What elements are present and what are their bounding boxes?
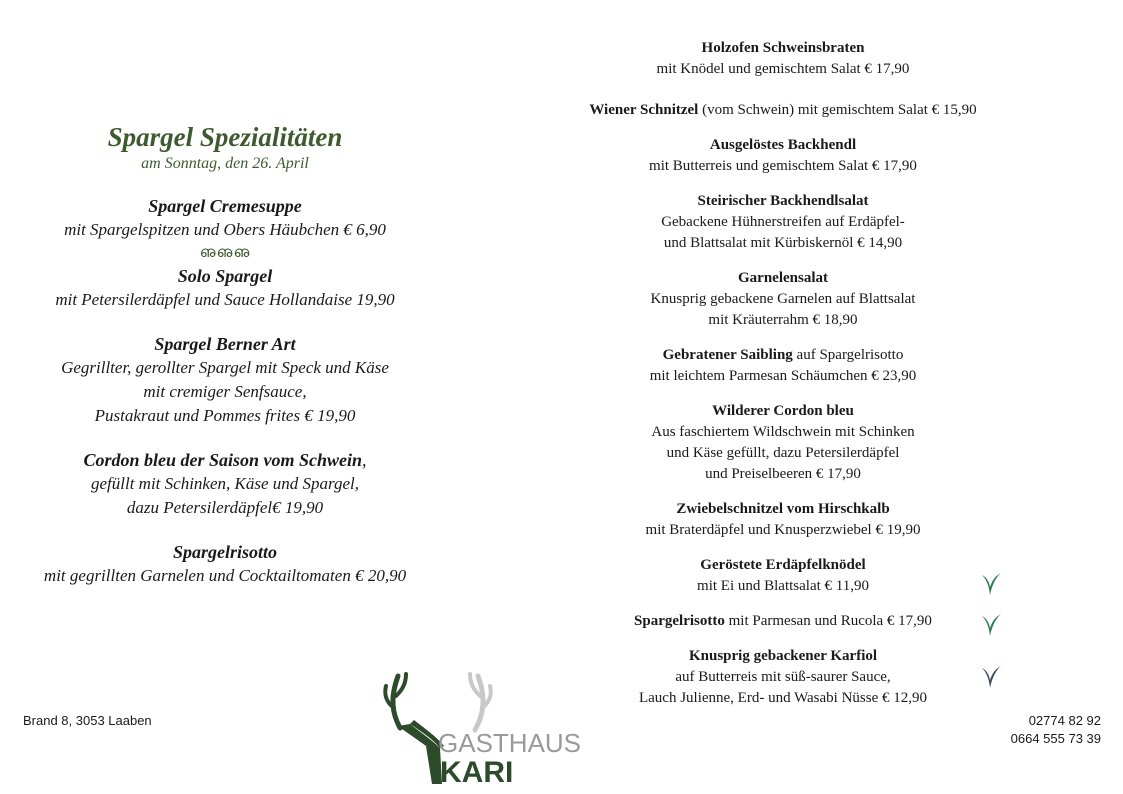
menu-item <box>560 401 1006 485</box>
menu-item-name: Wilderer Cordon bleu <box>712 403 854 419</box>
dish-name <box>20 448 430 472</box>
menu-item <box>560 611 1006 632</box>
menu-item-description: mit Kräuterrahm € 18,90 <box>708 312 858 328</box>
menu-item-name: Zwiebelschnitzel vom Hirschkalb <box>676 501 890 517</box>
gasthaus-kari-logo <box>380 668 610 788</box>
dish-name-suffix: , <box>362 450 367 470</box>
dish-description: gefüllt mit Schinken, Käse und Spargel, <box>90 474 360 493</box>
menu-item-description: mit Braterdäpfel und Knusperzwiebel € 19,90 <box>645 522 921 538</box>
footer-phones <box>1011 712 1101 748</box>
menu-item-description: Aus faschiertem Wildschwein mit Schinken <box>651 424 915 440</box>
dish-name: Spargel Cremesuppe <box>148 196 302 216</box>
specials-dish <box>20 264 430 312</box>
dish-name-text: Cordon bleu der Saison vom Schwein <box>83 450 363 470</box>
footer-address: Brand 8, 3053 Laaben <box>23 713 152 728</box>
dish-name: Spargelrisotto <box>172 542 278 562</box>
ornament-divider: ഌഌഌ <box>199 245 251 261</box>
menu-item-description: mit Ei und Blattsalat € 11,90 <box>697 578 869 594</box>
dish-name: Spargel Berner Art <box>154 334 296 354</box>
dish-name: Solo Spargel <box>177 266 273 286</box>
menu-item <box>560 646 1006 709</box>
menu-item-description: Lauch Julienne, Erd- und Wasabi Nüsse € 12,90 <box>638 690 928 706</box>
dish-description: Pustakraut und Pommes frites € 19,90 <box>94 406 356 425</box>
menu-item-inline: auf Spargelrisotto <box>792 347 904 363</box>
menu-item-description: Gebackene Hühnerstreifen auf Erdäpfel- <box>661 214 905 230</box>
deer-antler-icon <box>385 674 490 730</box>
specials-dish <box>20 448 430 520</box>
specials-dish <box>20 332 430 428</box>
menu-item <box>560 38 1006 80</box>
menu-item-name: Garnelensalat <box>738 270 828 286</box>
logo-text-gasthaus: GASTHAUS <box>438 728 582 758</box>
menu-item-name: Knusprig gebackener Karfiol <box>688 648 878 664</box>
menu-item <box>560 345 1006 387</box>
menu-item-name: Wiener Schnitzel <box>589 102 699 118</box>
dish-description: mit Spargelspitzen und Obers Häubchen € 6,90 <box>64 220 386 239</box>
menu-item-description: und Käse gefüllt, dazu Petersilerdäpfel <box>666 445 900 461</box>
phone-number: 02774 82 92 <box>1028 713 1101 728</box>
menu-item-description: mit Butterreis und gemischtem Salat € 17,90 <box>649 158 917 174</box>
dish-description: Gegrillter, gerollter Spargel mit Speck und Käse <box>61 358 389 377</box>
menu-item-inline: (vom Schwein) mit gemischtem Salat € 15,90 <box>698 102 977 118</box>
menu-item-name: Geröstete Erdäpfelknödel <box>700 557 866 573</box>
logo-text-kari: KARI <box>440 756 514 788</box>
menu-item <box>560 499 1006 541</box>
menu-item-description: mit Knödel und gemischtem Salat € 17,90 <box>656 61 910 77</box>
menu-item <box>560 555 1006 597</box>
specials-dish <box>20 194 430 242</box>
menu-item-inline: mit Parmesan und Rucola € 17,90 <box>724 613 932 629</box>
menu-item <box>560 100 1006 121</box>
dish-description: dazu Petersilerdäpfel€ 19,90 <box>126 498 324 517</box>
menu-item-name: Holzofen Schweinsbraten <box>701 40 865 56</box>
dish-description: mit gegrillten Garnelen und Cocktailtomaten € 20,90 <box>43 566 407 585</box>
menu-item-name: Gebratener Saibling <box>662 347 793 363</box>
menu-item-description: auf Butterreis mit süß-saurer Sauce, <box>675 669 891 685</box>
menu-item <box>560 135 1006 177</box>
specials-dish <box>20 540 430 588</box>
menu-item-name: Steirischer Backhendlsalat <box>697 193 869 209</box>
menu-item-description: Knusprig gebackene Garnelen auf Blattsalat <box>650 291 916 307</box>
menu-item-name: Spargelrisotto <box>634 613 725 629</box>
menu-item-description: mit leichtem Parmesan Schäumchen € 23,90 <box>649 368 917 384</box>
deer-head-icon <box>398 724 442 784</box>
menu-item-name: Ausgelöstes Backhendl <box>709 137 857 153</box>
dish-description: mit cremiger Senfsauce, <box>143 382 307 401</box>
specials-title: Spargel Spezialitäten <box>107 122 343 152</box>
menu-section <box>560 38 1006 723</box>
phone-number: 0664 555 73 39 <box>1010 731 1101 746</box>
vegan-leaf-icon <box>980 664 1002 690</box>
menu-item <box>560 268 1006 331</box>
dish-description: mit Petersilerdäpfel und Sauce Hollandaise 19,90 <box>55 290 395 309</box>
menu-item <box>560 191 1006 254</box>
menu-item-description: und Blattsalat mit Kürbiskernöl € 14,90 <box>663 235 903 251</box>
vegetarian-leaf-icon <box>980 571 1002 597</box>
specials-section <box>20 120 430 588</box>
specials-date: am Sonntag, den 26. April <box>141 155 309 172</box>
vegetarian-leaf-icon <box>980 612 1002 638</box>
menu-item-description: und Preiselbeeren € 17,90 <box>705 466 861 482</box>
